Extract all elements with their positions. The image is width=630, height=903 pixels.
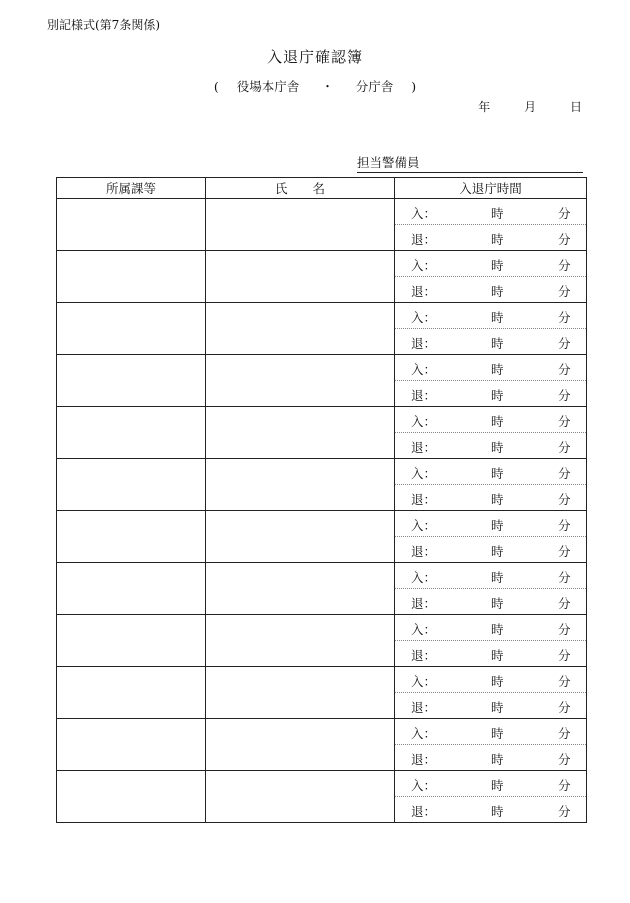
hour-unit: 時 (491, 544, 504, 559)
minute-unit: 分 (558, 492, 571, 507)
name-cell[interactable] (206, 251, 395, 303)
hour-unit: 時 (491, 570, 504, 585)
exit-time-row[interactable] (395, 641, 586, 666)
minute-unit: 分 (558, 232, 571, 247)
exit-label: 退： (411, 232, 437, 247)
table-row (57, 303, 587, 355)
minute-unit: 分 (558, 752, 571, 767)
exit-time-row[interactable] (395, 693, 586, 718)
date-day-field[interactable]: 日 (569, 100, 582, 114)
exit-label: 退： (411, 804, 437, 819)
table-row (57, 719, 587, 771)
minute-unit: 分 (558, 596, 571, 611)
entry-time-row[interactable] (395, 511, 586, 537)
department-cell[interactable] (57, 615, 206, 667)
hour-unit: 時 (491, 310, 504, 325)
building-selection (0, 77, 630, 95)
guard-label: 担当警備員 (357, 155, 420, 170)
department-cell[interactable] (57, 251, 206, 303)
table-row (57, 511, 587, 563)
exit-time-row[interactable] (395, 589, 586, 614)
time-cell (395, 355, 587, 407)
hour-unit: 時 (491, 232, 504, 247)
table-row (57, 615, 587, 667)
table-row (57, 459, 587, 511)
minute-unit: 分 (558, 414, 571, 429)
minute-unit: 分 (558, 778, 571, 793)
minute-unit: 分 (558, 466, 571, 481)
exit-time-row[interactable] (395, 381, 586, 406)
minute-unit: 分 (558, 336, 571, 351)
entry-time-row[interactable] (395, 771, 586, 797)
exit-label: 退： (411, 648, 437, 663)
time-cell (395, 563, 587, 615)
hour-unit: 時 (491, 700, 504, 715)
exit-label: 退： (411, 336, 437, 351)
entry-label: 入： (411, 362, 437, 377)
hour-unit: 時 (491, 440, 504, 455)
name-cell[interactable] (206, 719, 395, 771)
minute-unit: 分 (558, 258, 571, 273)
page-title: 入退庁確認簿 (266, 48, 363, 66)
guard-signature-field[interactable] (357, 153, 583, 173)
table-row (57, 563, 587, 615)
time-cell (395, 407, 587, 459)
time-cell (395, 667, 587, 719)
department-cell[interactable] (57, 407, 206, 459)
department-cell[interactable] (57, 771, 206, 823)
entry-time-row[interactable] (395, 407, 586, 433)
minute-unit: 分 (558, 700, 571, 715)
hour-unit: 時 (491, 804, 504, 819)
exit-label: 退： (411, 440, 437, 455)
hour-unit: 時 (491, 674, 504, 689)
hour-unit: 時 (491, 778, 504, 793)
exit-time-row[interactable] (395, 433, 586, 458)
entry-time-row[interactable] (395, 563, 586, 589)
name-cell[interactable] (206, 407, 395, 459)
minute-unit: 分 (558, 206, 571, 221)
exit-label: 退： (411, 284, 437, 299)
hour-unit: 時 (491, 336, 504, 351)
entry-label: 入： (411, 726, 437, 741)
entry-time-row[interactable] (395, 251, 586, 277)
table-row (57, 251, 587, 303)
hour-unit: 時 (491, 518, 504, 533)
minute-unit: 分 (558, 388, 571, 403)
entry-time-row[interactable] (395, 303, 586, 329)
name-cell[interactable] (206, 615, 395, 667)
table-row (57, 771, 587, 823)
minute-unit: 分 (558, 440, 571, 455)
entry-label: 入： (411, 258, 437, 273)
entry-time-row[interactable] (395, 355, 586, 381)
entry-label: 入： (411, 206, 437, 221)
time-cell (395, 719, 587, 771)
hour-unit: 時 (491, 414, 504, 429)
exit-time-row[interactable] (395, 485, 586, 510)
entry-label: 入： (411, 518, 437, 533)
name-cell[interactable] (206, 511, 395, 563)
date-line (448, 98, 582, 115)
name-cell[interactable] (206, 303, 395, 355)
table-header-row (57, 178, 587, 199)
hour-unit: 時 (491, 752, 504, 767)
entry-label: 入： (411, 466, 437, 481)
exit-time-row[interactable] (395, 537, 586, 562)
exit-label: 退： (411, 388, 437, 403)
department-cell[interactable] (57, 719, 206, 771)
minute-unit: 分 (558, 544, 571, 559)
time-cell (395, 511, 587, 563)
department-cell[interactable] (57, 303, 206, 355)
form-label: 別記様式(第7条関係) (47, 18, 160, 32)
date-year-field[interactable]: 年 (478, 100, 491, 114)
building-branch-option[interactable]: 分庁舎 (355, 79, 394, 94)
hour-unit: 時 (491, 362, 504, 377)
time-cell (395, 615, 587, 667)
table-row (57, 667, 587, 719)
department-cell[interactable] (57, 563, 206, 615)
entry-time-row[interactable] (395, 615, 586, 641)
name-cell[interactable] (206, 771, 395, 823)
exit-time-row[interactable] (395, 745, 586, 770)
entry-log-table (56, 177, 587, 823)
building-separator: ・ (321, 79, 334, 94)
date-month-field[interactable]: 月 (524, 100, 537, 114)
minute-unit: 分 (558, 622, 571, 637)
name-cell[interactable] (206, 563, 395, 615)
name-cell[interactable] (206, 355, 395, 407)
entry-label: 入： (411, 570, 437, 585)
hour-unit: 時 (491, 258, 504, 273)
hour-unit: 時 (491, 206, 504, 221)
minute-unit: 分 (558, 726, 571, 741)
department-cell[interactable] (57, 199, 206, 251)
building-main-option[interactable]: 役場本庁舎 (236, 79, 300, 94)
exit-time-row[interactable] (395, 797, 586, 822)
exit-label: 退： (411, 492, 437, 507)
hour-unit: 時 (491, 492, 504, 507)
exit-time-row[interactable] (395, 277, 586, 302)
table-row (57, 199, 587, 251)
entry-time-row[interactable] (395, 199, 586, 225)
entry-time-row[interactable] (395, 719, 586, 745)
minute-unit: 分 (558, 804, 571, 819)
minute-unit: 分 (558, 310, 571, 325)
entry-time-row[interactable] (395, 667, 586, 693)
entry-time-row[interactable] (395, 459, 586, 485)
minute-unit: 分 (558, 362, 571, 377)
hour-unit: 時 (491, 466, 504, 481)
exit-label: 退： (411, 596, 437, 611)
minute-unit: 分 (558, 674, 571, 689)
entry-label: 入： (411, 310, 437, 325)
name-cell[interactable] (206, 459, 395, 511)
header-department: 所属課等 (57, 178, 206, 199)
department-cell[interactable] (57, 667, 206, 719)
header-name: 氏 名 (206, 178, 395, 199)
hour-unit: 時 (491, 648, 504, 663)
time-cell (395, 303, 587, 355)
exit-label: 退： (411, 544, 437, 559)
exit-time-row[interactable] (395, 225, 586, 250)
entry-label: 入： (411, 414, 437, 429)
minute-unit: 分 (558, 518, 571, 533)
time-cell (395, 251, 587, 303)
time-cell (395, 771, 587, 823)
table-row (57, 407, 587, 459)
hour-unit: 時 (491, 388, 504, 403)
entry-label: 入： (411, 622, 437, 637)
time-cell (395, 199, 587, 251)
hour-unit: 時 (491, 726, 504, 741)
entry-label: 入： (411, 674, 437, 689)
paren-close: ) (411, 79, 417, 94)
name-cell[interactable] (206, 667, 395, 719)
exit-label: 退： (411, 700, 437, 715)
entry-label: 入： (411, 778, 437, 793)
hour-unit: 時 (491, 622, 504, 637)
hour-unit: 時 (491, 284, 504, 299)
paren-open: ( (213, 79, 219, 94)
exit-time-row[interactable] (395, 329, 586, 354)
name-cell[interactable] (206, 199, 395, 251)
time-cell (395, 459, 587, 511)
minute-unit: 分 (558, 648, 571, 663)
table-row (57, 355, 587, 407)
minute-unit: 分 (558, 284, 571, 299)
header-time: 入退庁時間 (395, 178, 587, 199)
hour-unit: 時 (491, 596, 504, 611)
minute-unit: 分 (558, 570, 571, 585)
department-cell[interactable] (57, 355, 206, 407)
department-cell[interactable] (57, 459, 206, 511)
exit-label: 退： (411, 752, 437, 767)
department-cell[interactable] (57, 511, 206, 563)
